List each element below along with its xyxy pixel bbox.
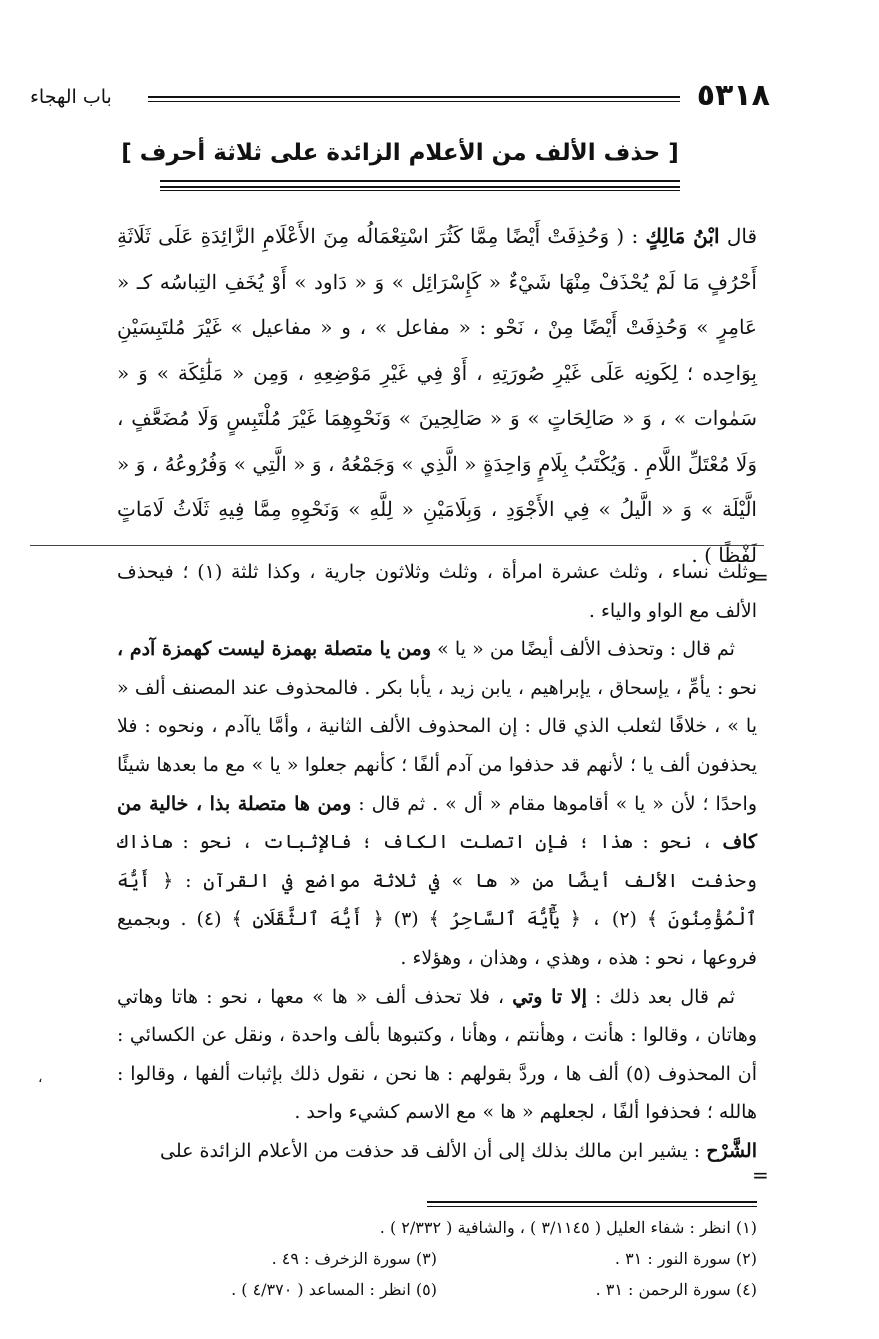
running-title: باب الهجاء [30,86,112,108]
matn-author: ابْنُ مَالِكٍ [645,224,720,248]
matn-quote: ومن ها متصلة بذا ، خالية من كاف [117,792,757,854]
commentary-paragraph [117,978,757,1132]
commentary-text: ثم قال : وتحذف الألف أيضًا من « يا » [431,638,735,661]
section-separator [30,545,764,546]
commentary-text: نحو : يأمِّ ، يإسحاق ، يإبراهيم ، يابن زيد ، يأبا بكر . فالمحذوف عند المصنف ألف « يا » ، خلافًا لثعلب الذي قال : إن المحذوف الألف الثانية ، وأمَّا ياآدم ، ونحوه : فلا يحذفون ألف يا ؛ لأنهم قد حذفوا من آدم ألفًا ؛ كأنهم جعلوا « يا » مع ما بعدها شيئًا واحدًا ؛ لأن « يا » أقاموها مقام « أل » . ثم قال : [117,676,758,815]
commentary [117,553,757,1171]
footnote-4: (٤) سورة الرحمن : ٣١ . [595,1280,757,1299]
footnotes [117,1212,757,1305]
footnote-2: (٢) سورة النور : ٣١ . [614,1249,757,1268]
footnote-rule [427,1201,757,1207]
footnote-1: (١) انظر : شفاء العليل ( ٣/١١٤٥ ) ، والشافية ( ٢/٣٣٢ ) . [379,1218,757,1237]
matn-quote: ومن يا متصلة بهمزة ليست كهمزة آدم ، [117,638,432,661]
commentary-paragraph: وثلث نساء ، وثلث عشرة امرأة ، وثلث وثلاثون جارية ، وكذا ثلثة (١) ؛ فيحذف الألف مع الواو والياء . [117,561,757,622]
page-number: ٥٣١٨ [696,78,770,113]
commentary-text: ، نحو : هذا ؛ فإن اتصلت الكاف ؛ فالإثبات ، نحو : هاذاك وحذفت الألف أيضًا من « ها » في ثلاثة مواضع في القرآن : ﴿ أَيُّهَ ٱلْمُؤْمِنُونَ ﴾ (٢) ، ﴿ يَٰٓأَيُّهَ ٱلسَّاحِرُ ﴾ (٣) ﴿ أَيُّهَ ٱلثَّقَلَانِ ﴾ (٤) . وبجميع فروعها ، نحو : هذه ، وهذي ، وهذان ، وهؤلاء . [117,831,758,969]
matn-quote: إلا تا وتي [512,985,587,1008]
commentary-paragraph [117,1132,757,1171]
footnote-5: (٥) انظر : المساعد ( ٤/٣٧٠ ) . [231,1280,437,1299]
section-title: [ حذف الألف من الأعلام الزائدة على ثلاثة أحرف ] [121,140,679,166]
continuation-mark-top: = [752,565,769,589]
commentary-text: : يشير ابن مالك بذلك إلى أن الألف قد حذفت من الأعلام الزائدة على [160,1139,707,1162]
matn-text [117,214,757,578]
footnote-3: (٣) سورة الزخرف : ٤٩ . [271,1249,437,1268]
footnote-row [117,1243,757,1274]
header-rule [148,96,680,102]
footnote-row [117,1274,757,1305]
title-rule-thin [160,190,680,191]
sharh-label: الشَّرْح [706,1139,757,1162]
title-rule [160,180,680,188]
commentary-text: ثم قال بعد ذلك : [586,985,735,1008]
matn-body: : ( وَحُذِفَتْ أَيْضًا مِمَّا كَثُرَ اسْتِعْمَالُه مِنَ الأَعْلَامِ الزَّائِدَةِ عَلَى ثَلَاثَةِ أَحْرُفٍ مَا لَمْ يُحْذَفْ مِنْهَا شَيْءٌ « كَإِسْرَائِل » وَ « دَاود » أَوْ يُخَفِ التِباسُه كـ « عَامِرٍ » وَحُذِفَتْ أَيْضًا مِنْ ، نَحْو : « مفاعل » ، و « مفاعيل » غَيْرَ مُلتَبِسَيْنِ بِوَاحِده ؛ لِكَونِه عَلَى غَيْرِ صُورَتِهِ ، أَوْ فِي غَيْرِ مَوْضِعِهِ ، وَمِن « مَلَٰئِكَة » وَ « سَمٰوات » ، وَ « صَالِحَاتٍ » وَ « صَالِحِينَ » وَنَحْوِهِمَا غَيْرَ مُلْتَبِسٍ وَلَا مُضَعَّفٍ ، وَلَا مُعْتَلِّ اللَّامِ . وَيُكْتَبُ بِلَامٍ وَاحِدَةٍ « الَّذِي » وَجَمْعُهُ ، وَ « الَّتِي » وَفُرُوعُهُ ، وَ « الَّيْلَة » وَ « الَّيلُ » فِي الأَجْوَدِ ، وَبِلَامَيْنِ « لِلَّهِ » وَنَحْوِهِ مِمَّا فِيهِ ثَلَاثُ لَامَاتٍ لَفْظًا ) . [117,224,757,567]
margin-mark: ، [38,1070,43,1086]
commentary-paragraph [117,630,757,977]
footnote-row [117,1212,757,1243]
matn-lead: قال [726,224,757,248]
continuation-mark-bottom: = [752,1163,769,1187]
page-header [30,78,770,114]
commentary-text: ، فلا تحذف ألف « ها » معها ، نحو : هاتا وهاتي وهاتان ، وقالوا : هأنت ، وهأنتم ، وهأنا ، وكتبوها بألف واحدة ، ونقل عن الكسائي : أن المحذوف (٥) ألف ها ، وردَّ بقولهم : ها نحن ، نقول ذلك بإثبات ألفها ، وقالوا : هالله ؛ فحذفوا ألفًا ، لجعلهم « ها » مع الاسم كشيء واحد . [117,985,758,1124]
